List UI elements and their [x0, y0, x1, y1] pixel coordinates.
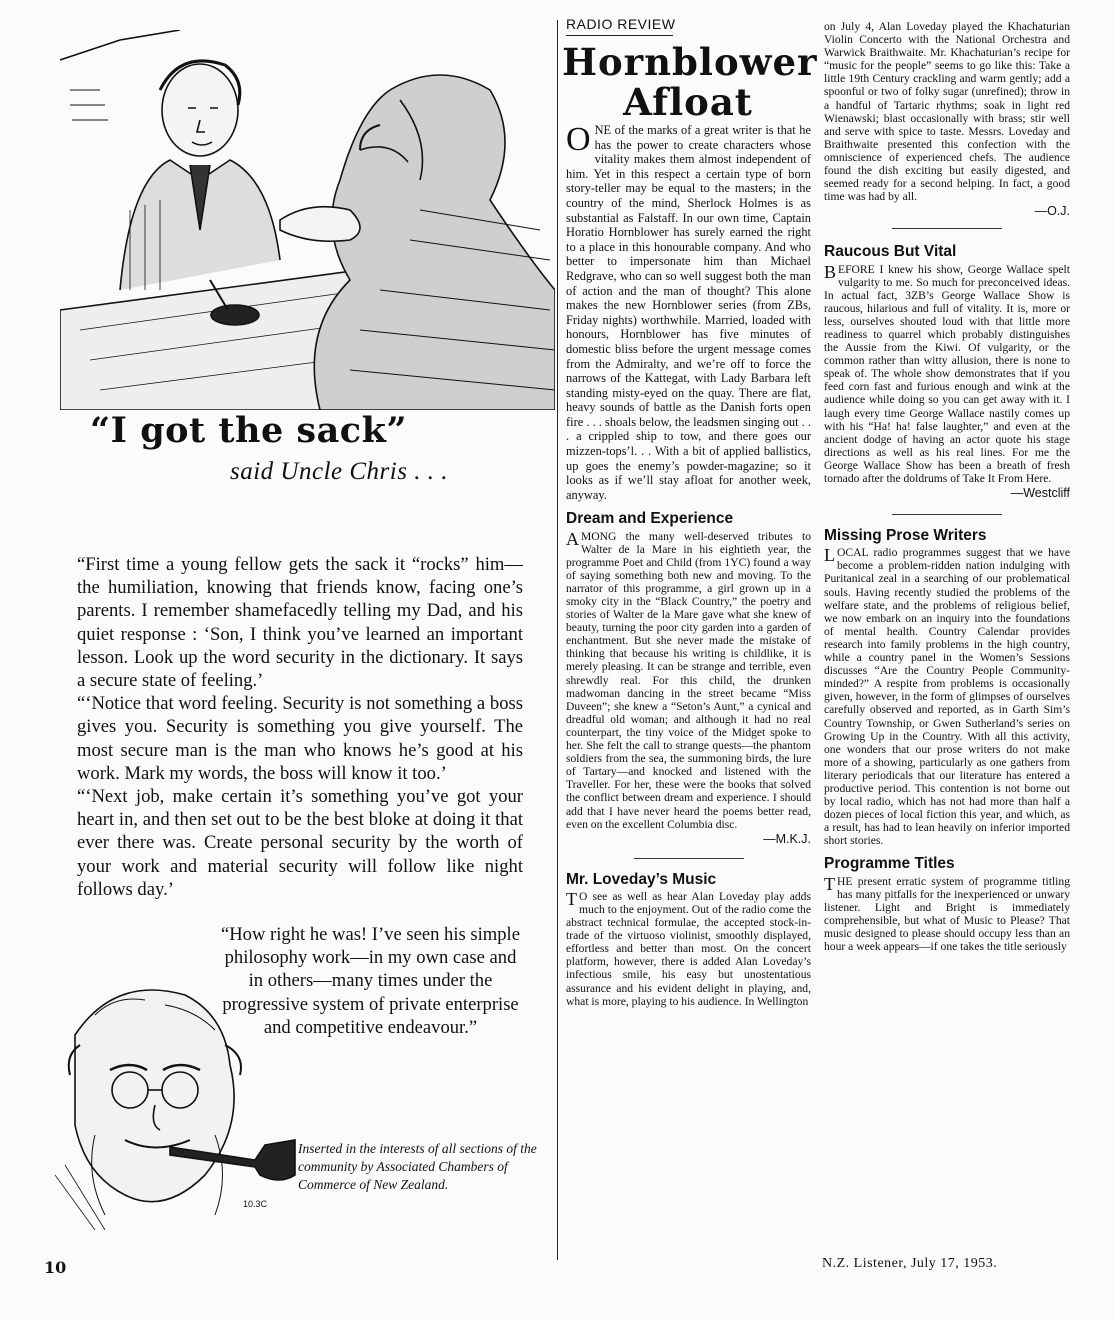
section-tag: RADIO REVIEW — [566, 16, 676, 32]
initial-cap: L — [824, 545, 835, 566]
ad-code: 10.3C — [243, 1199, 268, 1209]
initial-cap: A — [566, 528, 579, 549]
column-rule — [557, 20, 558, 1260]
dream-signature: —M.K.J. — [763, 831, 811, 846]
loveday-signature: —O.J. — [1034, 204, 1070, 219]
illustration-boss-and-employee — [60, 30, 555, 410]
titles-heading: Programme Titles — [824, 855, 955, 873]
section-divider — [892, 228, 1002, 229]
ad-paragraph: “‘Next job, make certain it’s something you’ve got your heart in, and then set out to be the best bloke at doing it that ever there was. Create personal security by the worth of your work and material security will follow like night follows day.’ — [77, 786, 523, 900]
initial-cap: B — [824, 261, 837, 282]
ad-paragraph: “‘Notice that word feeling. Security is not something a boss gives you. Security is something you give yourself. The most secure man is the man who knows he’s good at his work. Mark my words, the boss will know it too.’ — [77, 693, 523, 784]
raucous-heading: Raucous But Vital — [824, 243, 957, 261]
dream-heading: Dream and Experience — [566, 510, 734, 528]
ad-body — [77, 553, 523, 901]
titles-paragraph: THE present erratic system of programme titling has many pitfalls for the inexperienced or unwary listener. Light and Bright is immediately comprehensible, but what of Music to Please? That music designed to please should occupy less than an hour a week appears—if one takes the title seriously — [824, 873, 1070, 953]
ad-closing-quote: “How right he was! I’ve seen his simple philosophy work—in my own case and in others—many times under the progressive system of private enterprise and competitive endeavour.” — [221, 924, 520, 1038]
loveday-continued: on July 4, Alan Loveday played the Khachaturian Violin Concerto with the National Orchestra and Warwick Braithwaite. Mr. Khachaturian’s recipe for “music for the people” seems to go like this: Take a little 19th Century crackling and warm gently; add a spoonful or two of folky sugar (unrefined); throw in a handful of Tartaric rhythms; soak in light red Wienawski; blast occasionally with brass; stir well and serve with spice to taste. Messrs. Loveday and Braithwaite presented this confection with the omniscience of experienced chefs. The audience found the dish exciting but easily digested, and seemed ready for a second helping. In fact, a good time was had by all. — [824, 20, 1070, 204]
dream-paragraph: AMONG the many well-deserved tributes to Walter de la Mare in his eightieth year, the programme Poet and Child (from 1YC) found a way of saying something both new and moving. To the narrator of this programme, a girl grown up in a smoky city in the “Black Country,” the poetry and stories of Walter de la Mare gave what she knew of beauty, turning the poor city garden into a garden of enchantment. But she never made the mistake of thinking that because his writing is childlike, it is merely pleasing. It can be strange and terrible, even shrewdly real. For this child, the drunken madwoman dancing in the street became “Miss Duveen”; she knew a “Seton’s Aunt,” a cynical and dreadful old woman; and although it had no real counterpart, the tiny voice of the Midget spoke to her. She felt the call to strange quests—the phantom soldiers from the sea, the summoning birds, the lure of Tartary—and knocked and listened with the Traveller. For her, these were the books that solved the conflict between dream and experience. I should add that I have never heard the poems better read, even on the excellent Columbia disc. — [566, 528, 811, 831]
drop-cap: O — [566, 121, 591, 158]
section-tag-underline — [566, 35, 673, 36]
section-divider — [892, 514, 1002, 515]
ad-headline: “I got the sack” — [90, 410, 408, 451]
initial-cap: T — [824, 873, 835, 894]
loveday-paragraph: T O see as well as hear Alan Loveday play adds much to the enjoyment. Out of the radio come the abstract technical formulae, the accepted stock-in-trade of the virtuoso violinist, smoothly displayed, effortless and better than most. On the concert platform, however, there is added Alan Loveday’s infectious smile, his easy but unostentatious assurance and his evident delight in playing, and, what is more, playing to his audience. In Wellington — [566, 888, 811, 1008]
ad-credit: Inserted in the interests of all sections of the community by Associated Chambers of Commerce of New Zealand. — [298, 1141, 537, 1192]
ad-subheadline: said Uncle Chris . . . — [230, 458, 448, 485]
initial-cap: T — [566, 888, 577, 909]
prose-paragraph: LOCAL radio programmes suggest that we have become a problem-ridden nation indulging with Puritanical zeal in a searching of our problematical souls. Having recently studied the problems of the welfare state, and the problems of religious belief, we now embark on an inquiry into the foundations of mental health. Country Calendar provides research into family problems in the high country, while a country panel in the Women’s Sessions discusses “Are the Country People Community-minded?” A respite from problems is occasionally given, however, in the form of glimpses of ourselves carefully observed and reported, as in Garth Sim’s Country Township, or Gwen Sutherland’s series on Growing Up in the Country. With all this activity, one wonders that our prose writers do not make more of a showing, particularly as one gathers from literary periodicals that our literature has entered a productive period. This contention is not borne out by local radio, which has not had more than half a dozen pieces of local fiction this year, and which, as a result, has had to lean heavily on inferior imported short stories. — [824, 545, 1070, 848]
review-column-3 — [824, 20, 1070, 953]
review-column-2 — [566, 123, 811, 1008]
ad-paragraph: “First time a young fellow gets the sack it “rocks” him—the humiliation, knowing that friends know, facing one’s parents. I remember shamefacedly telling my Dad, and his quiet response : ‘Son, I think you’ve learned an important lesson. Look up the word security in the dictionary. It says a secure state of feeling.’ — [77, 554, 523, 692]
section-divider — [634, 858, 744, 859]
page-number: 10 — [44, 1258, 67, 1277]
loveday-heading: Mr. Loveday’s Music — [566, 870, 717, 888]
prose-heading: Missing Prose Writers — [824, 527, 987, 545]
hornblower-paragraph: ONE of the marks of a great writer is that he has the power to create characters whose vitality makes them almost independent of him. Yet in this respect a certain type of born story-teller may be equal to the masters; in the country of the mind, Sherlock Holmes is as substantial as Falstaff. In our own time, Captain Horatio Hornblower has surely earned the right to a place in this honourable company. And who better to impersonate him than Michael Redgrave, who can so well suggest both the man of action and the man of thought? This alone makes the new Hornblower series (from ZBs, Friday nights) worthwhile. Married, loaded with honours, Hornblower has five minutes of domestic bliss before the urgent message comes from the Admiralty, and we’re off to force the narrows of the Kattegat, with Lady Barbara left standing misty-eyed on the quay. There are flat, heavy sounds of battle as the Danish forts open fire . . . shoals below, the leadsmen singing out . . . a crippled ship to tow, and there goes our mizzen-tops’l. . . With a bit of applied ballistics, up goes the enemy’s powder-magazine; so it looks as if we’ll stay afloat for another week, anyway. — [566, 121, 811, 502]
raucous-paragraph: BEFORE I knew his show, George Wallace spelt vulgarity to me. So much for preconceived ideas. In actual fact, 3ZB’s George Wallace Show is raucous, hilarious and full of vitality. It is, more or less, ourselves shouted loud with that little more readiness to quarrel which probably distinguishes the Aussie from the Kiwi. Of vulgarity, or the common rather than witty allusion, there is none to speak of. The whole show demonstrates that if you feed corn fast and furious enough and wink at the audience while doing so you can get away with it. I laugh every time George Wallace nastily comes up with his “Ha! ha! false laughter,” and even at the ancient dodge of having an actor quote his stage directions as well as his real lines. For me the George Wallace Show has been a breath of fresh tornado after the doldrums of Take It From Here. — [824, 261, 1070, 485]
publication-line: N.Z. Listener, July 17, 1953. — [822, 1256, 998, 1271]
article-title: Hornblower Afloat — [562, 40, 818, 124]
raucous-signature: —Westcliff — [1010, 486, 1070, 501]
illustration-uncle-chris — [55, 975, 300, 1230]
